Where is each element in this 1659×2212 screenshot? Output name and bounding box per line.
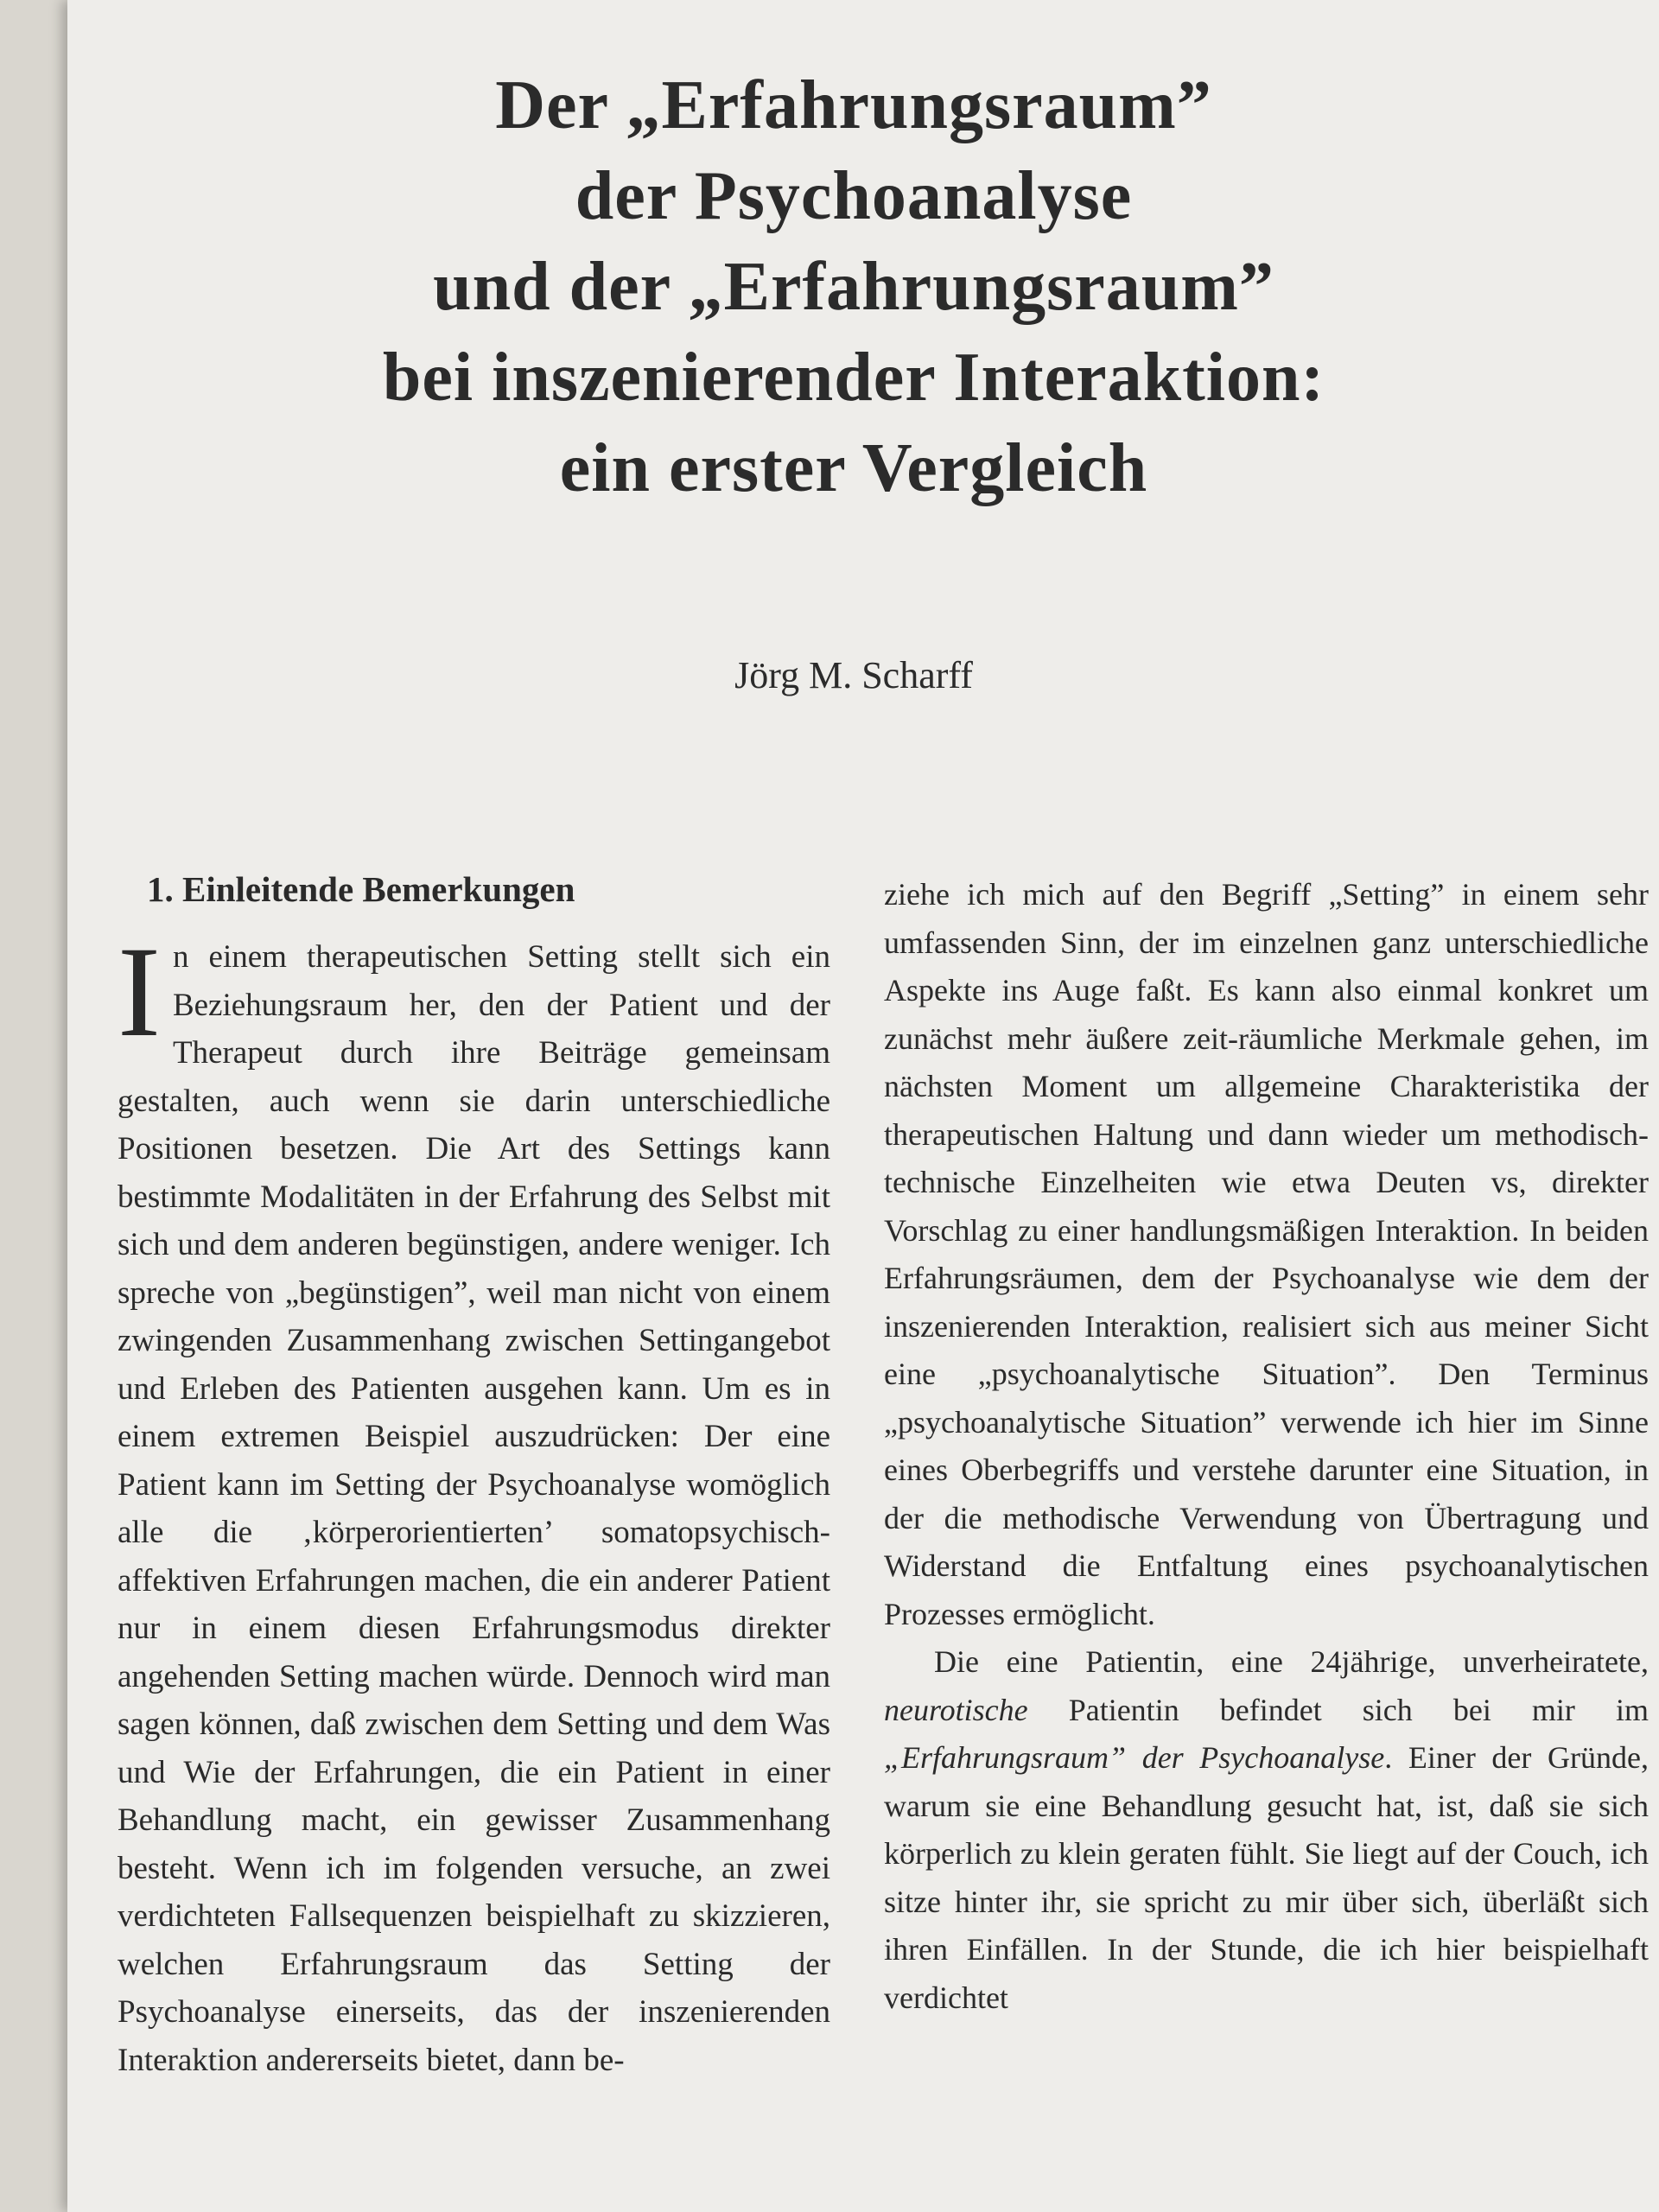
section-heading: 1. Einleitende Bemerkungen bbox=[147, 869, 575, 909]
left-column bbox=[118, 920, 830, 2084]
left-paragraph bbox=[118, 920, 830, 2084]
right-paragraph-1: ziehe ich mich auf den Begriff „Setting” in einem sehr umfassenden Sinn, der im einzelnen ganz unterschiedliche Aspekte ins Auge faßt. Es kann also einmal konkret um zunächst mehr äußere zeit-räumliche Merkmale gehen, im nächsten Moment um allgemeine Charakteristika der therapeutischen Haltung und dann wieder um methodisch-technische Einzelheiten wie etwa Deuten vs, direkter Vorschlag zu einer handlungsmäßigen Interaktion. In beiden Erfahrungsräumen, dem der Psychoanalyse wie dem der inszenierenden Interaktion, realisiert sich aus meiner Sicht eine „psychoanalytische Situation”. Den Terminus „psychoanalytische Situation” verwende ich hier im Sinne eines Oberbegriffs und verstehe darunter eine Situation, in der die methodische Verwendung von Übertragung und Widerstand die Entfaltung eines psychoanalytischen Prozesses ermöglicht. bbox=[884, 877, 1649, 1631]
drop-cap: I bbox=[118, 920, 161, 1064]
p2-emphasis-1: neurotische bbox=[884, 1692, 1028, 1727]
p2-text-a: Die eine Patientin, eine 24jährige, unverheiratete, bbox=[934, 1644, 1649, 1679]
left-paragraph-text: n einem therapeutischen Setting stellt sich ein Beziehungsraum her, den der Patient und der Therapeut durch ihre Beiträge gemeinsam gestalten, auch wenn sie darin unterschiedliche Positionen besetzen. Die Art des Settings kann bestimmte Modalitäten in der Erfahrung des Selbst mit sich und dem anderen begünstigen, andere weniger. Ich spreche von „begünstigen”, weil man nicht von einem zwingenden Zusammenhang zwischen Settingangebot und Erleben des Patienten ausgehen kann. Um es in einem extremen Beispiel auszudrücken: Der eine Patient kann im Setting der Psychoanalyse womöglich alle die ‚körperorientierten’ somatopsychisch-affektiven Erfahrungen machen, die ein anderer Patient nur in einem diesen Erfahrungsmodus direkter angehenden Setting machen würde. Dennoch wird man sagen können, daß zwischen dem Setting und dem Was und Wie der Erfahrungen, die ein Patient in einer Behandlung macht, ein gewisser Zusammenhang besteht. Wenn ich im folgenden versuche, an zwei verdichteten Fallsequenzen beispielhaft zu skizzieren, welchen Erfahrungsraum das Setting der Psychoanalyse einerseits, das der inszenierenden Interaktion andererseits bietet, dann be- bbox=[118, 939, 830, 2078]
article-title bbox=[67, 60, 1640, 514]
title-line-5: ein erster Vergleich bbox=[559, 430, 1148, 506]
right-paragraph-2 bbox=[884, 1638, 1649, 2022]
author-name: Jörg M. Scharff bbox=[734, 654, 973, 696]
title-line-3: und der „Erfahrungsraum” bbox=[433, 249, 1274, 325]
right-column bbox=[884, 871, 1649, 2022]
p2-text-b: Patientin befindet sich bei mir im bbox=[1027, 1692, 1649, 1727]
p2-text-c: . Einer der Gründe, warum sie eine Behandlung gesucht hat, ist, daß sie sich körperlich zu klein geraten fühlt. Sie liegt auf der Couch, ich sitze hinter ihr, sie spricht zu mir über sich, überläßt sich ihren Einfällen. In der Stunde, die ich hier beispielhaft verdichtet bbox=[884, 1740, 1649, 2015]
title-line-1: Der „Erfahrungsraum” bbox=[495, 67, 1212, 143]
p2-emphasis-2: „Erfahrungsraum” der Psychoanalyse bbox=[884, 1740, 1385, 1775]
title-line-2: der Psychoanalyse bbox=[575, 158, 1133, 234]
book-page bbox=[67, 0, 1659, 2212]
title-line-4: bei inszenierender Interaktion: bbox=[382, 340, 1325, 416]
